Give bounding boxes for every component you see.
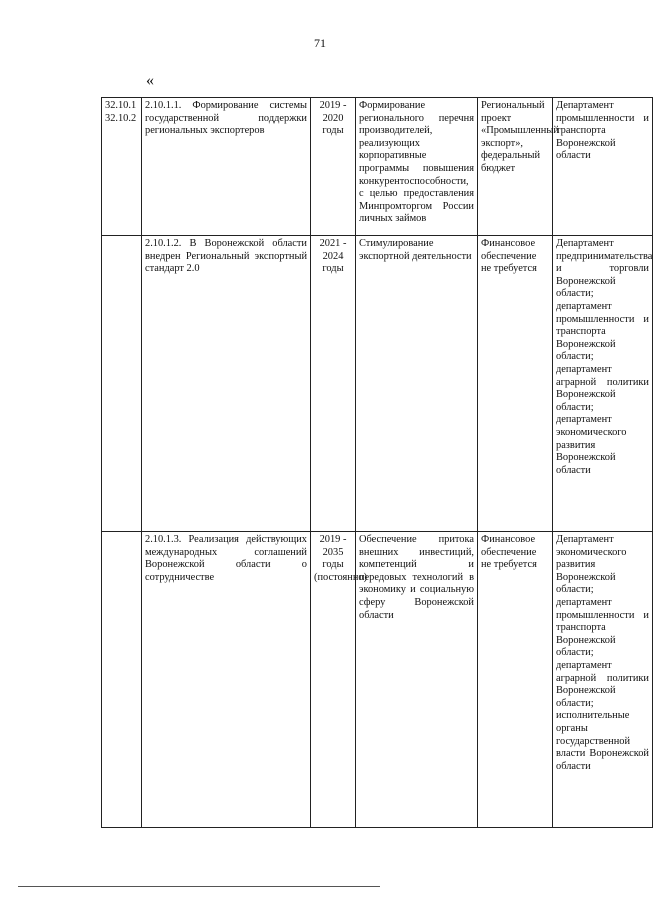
executor-cell: Департамент предпринимательства и торговли Воронежской области; департамент промышленности и транспорта Воронежской области; департамент аграрной политики Воронежской области; департамент экономического развития Воронежской области [553, 236, 653, 532]
table-row [102, 532, 653, 828]
funding-cell: Региональный проект «Промышленный экспорт», федеральный бюджет [478, 98, 553, 236]
period-cell: 2019 - 2020 годы [311, 98, 356, 236]
table-row [102, 98, 653, 236]
funding-cell: Финансовое обеспечение не требуется [478, 236, 553, 532]
executor-cell: Департамент промышленности и транспорта Воронежской области [553, 98, 653, 236]
executor-cell: Департамент экономического развития Воронежской области; департамент промышленности и транспорта Воронежской области; департамент аграрной политики Воронежской области; исполнительные органы государственной власти Воронежской области [553, 532, 653, 828]
period-cell: 2021 - 2024 годы [311, 236, 356, 532]
funding-cell: Финансовое обеспечение не требуется [478, 532, 553, 828]
event-cell: 2.10.1.1. Формирование системы государственной поддержки региональных экспортеров [142, 98, 311, 236]
footer-divider [18, 886, 380, 887]
row-number: 32.10.1 [105, 100, 137, 111]
page-number: 71 [314, 36, 326, 50]
action-plan-table [101, 97, 653, 828]
row-number-cell [102, 98, 142, 236]
row-number: 32.10.2 [105, 112, 137, 124]
result-cell: Формирование регионального перечня производителей, реализующих корпоративные программы повышения конкурентоспособности, с целью предоставления Минпромторгом России личных займов [356, 98, 478, 236]
opening-quote-mark: « [146, 72, 154, 89]
row-number-cell [102, 236, 142, 532]
table-row [102, 236, 653, 532]
event-cell: 2.10.1.2. В Воронежской области внедрен Региональный экспортный стандарт 2.0 [142, 236, 311, 532]
event-cell: 2.10.1.3. Реализация действующих международных соглашений Воронежской области о сотрудничестве [142, 532, 311, 828]
result-cell: Стимулирование экспортной деятельности [356, 236, 478, 532]
row-number-cell [102, 532, 142, 828]
result-cell: Обеспечение притока внешних инвестиций, компетенций и передовых технологий в экономику и социальную сферу Воронежской области [356, 532, 478, 828]
period-cell: 2019 - 2035 годы (постоянно) [311, 532, 356, 828]
